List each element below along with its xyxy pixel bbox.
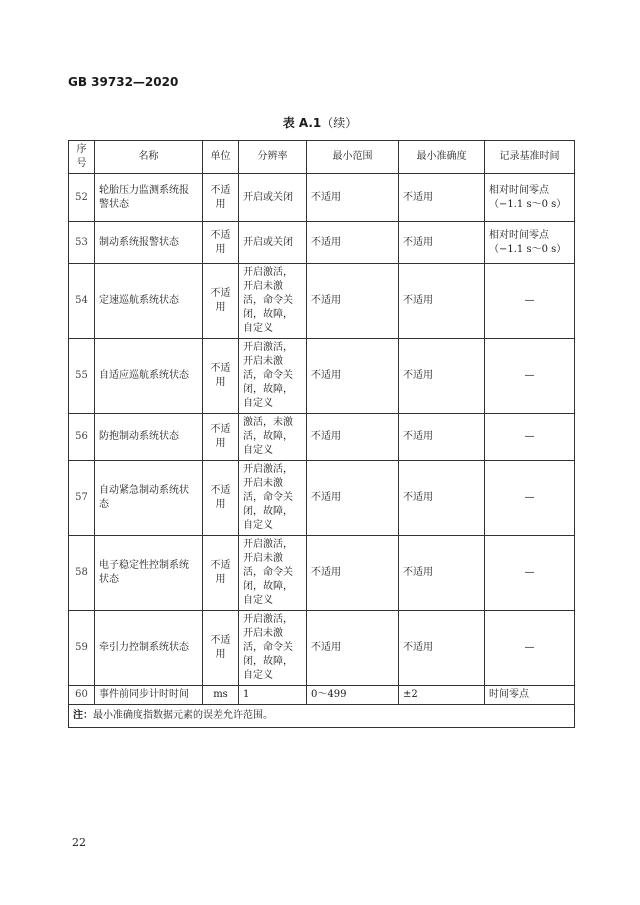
cell-accuracy: 不适用 [399,264,485,339]
cell-unit: 不适用 [203,264,239,339]
table-row [69,536,575,611]
cell-no: 53 [69,222,95,264]
col-header-accuracy: 最小准确度 [399,141,485,174]
cell-name: 定速巡航系统状态 [95,264,203,339]
cell-resolution: 开启激活，开启未激活，命令关闭，故障，自定义 [239,536,307,611]
cell-no: 52 [69,174,95,222]
cell-unit: 不适用 [203,611,239,686]
cell-time-ref: — [485,264,575,339]
table-title-label: 表 A.1 [282,116,322,130]
table-title-suffix: （续） [321,116,358,130]
cell-time-ref: 相对时间零点（−1.1 s～0 s） [485,174,575,222]
cell-no: 55 [69,339,95,414]
cell-unit: 不适用 [203,461,239,536]
table-row [69,339,575,414]
cell-resolution: 1 [239,686,307,705]
cell-time-ref: — [485,461,575,536]
page-number: 22 [72,836,86,849]
table-row [69,264,575,339]
cell-no: 59 [69,611,95,686]
cell-min-range: 不适用 [307,536,399,611]
cell-min-range: 不适用 [307,461,399,536]
table-row [69,611,575,686]
cell-accuracy: 不适用 [399,414,485,461]
cell-accuracy: 不适用 [399,174,485,222]
col-header-min-range: 最小范围 [307,141,399,174]
cell-resolution: 开启或关闭 [239,174,307,222]
cell-name: 制动系统报警状态 [95,222,203,264]
cell-accuracy: 不适用 [399,611,485,686]
cell-time-ref: — [485,339,575,414]
cell-resolution: 激活，未激活，故障，自定义 [239,414,307,461]
cell-accuracy: 不适用 [399,461,485,536]
table-row [69,174,575,222]
cell-name: 轮胎压力监测系统报警状态 [95,174,203,222]
col-header-no: 序号 [69,141,95,174]
cell-time-ref: — [485,611,575,686]
cell-accuracy: 不适用 [399,536,485,611]
table-title [0,114,640,131]
cell-min-range: 0～499 [307,686,399,705]
table-note [69,705,575,728]
cell-time-ref: 时间零点 [485,686,575,705]
standard-code: GB 39732—2020 [68,75,179,89]
note-label: 注： [73,710,93,721]
col-header-unit: 单位 [203,141,239,174]
cell-no: 60 [69,686,95,705]
cell-min-range: 不适用 [307,264,399,339]
cell-resolution: 开启或关闭 [239,222,307,264]
cell-time-ref: — [485,536,575,611]
cell-accuracy: 不适用 [399,339,485,414]
cell-name: 电子稳定性控制系统状态 [95,536,203,611]
cell-resolution: 开启激活，开启未激活，命令关闭，故障，自定义 [239,611,307,686]
cell-min-range: 不适用 [307,222,399,264]
cell-accuracy: ±2 [399,686,485,705]
cell-min-range: 不适用 [307,174,399,222]
data-table [68,140,575,728]
table-row [69,414,575,461]
cell-unit: 不适用 [203,222,239,264]
table-row [69,461,575,536]
cell-name: 事件前同步计时时间 [95,686,203,705]
cell-min-range: 不适用 [307,339,399,414]
table-row [69,686,575,705]
table-note-row [69,705,575,728]
cell-unit: 不适用 [203,339,239,414]
cell-no: 57 [69,461,95,536]
cell-unit: 不适用 [203,414,239,461]
cell-name: 防抱制动系统状态 [95,414,203,461]
cell-accuracy: 不适用 [399,222,485,264]
cell-time-ref: 相对时间零点（−1.1 s～0 s） [485,222,575,264]
cell-resolution: 开启激活，开启未激活，命令关闭，故障，自定义 [239,264,307,339]
cell-time-ref: — [485,414,575,461]
cell-resolution: 开启激活，开启未激活，命令关闭，故障，自定义 [239,339,307,414]
cell-min-range: 不适用 [307,414,399,461]
note-text: 最小准确度指数据元素的误差允许范围。 [93,710,273,721]
cell-name: 自适应巡航系统状态 [95,339,203,414]
cell-unit: 不适用 [203,536,239,611]
cell-min-range: 不适用 [307,611,399,686]
cell-unit: ms [203,686,239,705]
cell-name: 自动紧急制动系统状态 [95,461,203,536]
cell-no: 56 [69,414,95,461]
table-header-row [69,141,575,174]
col-header-resolution: 分辨率 [239,141,307,174]
cell-no: 54 [69,264,95,339]
col-header-time-ref: 记录基准时间 [485,141,575,174]
table-row [69,222,575,264]
cell-no: 58 [69,536,95,611]
cell-name: 牵引力控制系统状态 [95,611,203,686]
col-header-name: 名称 [95,141,203,174]
cell-unit: 不适用 [203,174,239,222]
cell-resolution: 开启激活，开启未激活，命令关闭，故障，自定义 [239,461,307,536]
